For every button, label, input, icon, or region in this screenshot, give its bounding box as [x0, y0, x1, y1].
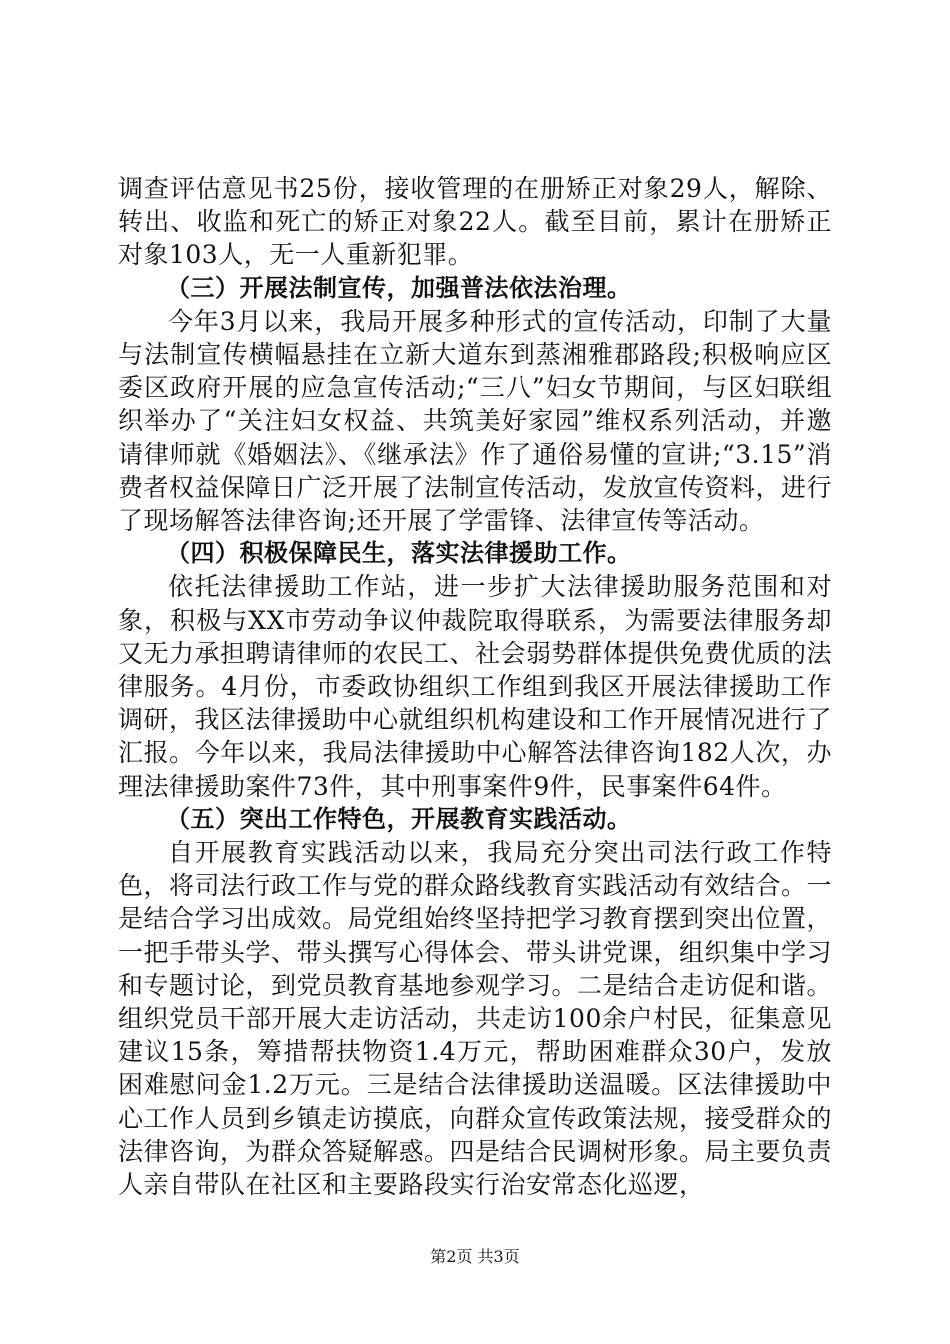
- section-heading-3: （三）开展法制宣传，加强普法依法治理。: [166, 273, 632, 302]
- paragraph-education-practice: 自开展教育实践活动以来，我局充分突出司法行政工作特色，将司法行政工作与党的群众路线教育实践活动有效结合。一是结合学习出成效。局党组始终坚持把学习教育摆到突出位置，一把手带头学、带头撰写心得体会、带头讲党课，组织集中学习和专题讨论，到党员教育基地参观学习。二是结合走访促和谐。组织党员干部开展大走访活动，共走访100余户村民，征集意见建议15条，筹措帮扶物资1.4万元，帮助困难群众30户，发放困难慰问金1.2万元。三是结合法律援助送温暖。区法律援助中心工作人员到乡镇走访摸底，向群众宣传政策法规，接受群众的法律咨询，为群众答疑解惑。四是结合民调树形象。局主要负责人亲自带队在社区和主要路段实行治安常态化巡逻，: [118, 838, 833, 1200]
- document-body: [118, 172, 832, 1201]
- section-heading-5: （五）突出工作特色，开展教育实践活动。: [166, 804, 632, 833]
- paragraph-continued: 调查评估意见书25份，接收管理的在册矫正对象29人，解除、转出、收监和死亡的矫正对象22人。截至目前，累计在册矫正对象103人，无一人重新犯罪。: [118, 174, 832, 270]
- paragraph-legal-publicity: 今年3月以来，我局开展多种形式的宣传活动，印制了大量与法制宣传横幅悬挂在立新大道东到蒸湘雅郡路段;积极响应区委区政府开展的应急宣传活动;“三八”妇女节期间，与区妇联组织举办了“关注妇女权益、共筑美好家园”维权系列活动，并邀请律师就《婚姻法》、《继承法》作了通俗易懂的宣讲;“3.15”消费者权益保障日广泛开展了法制宣传活动，发放宣传资料，进行了现场解答法律咨询;还开展了学雷锋、法律宣传等活动。: [118, 306, 833, 536]
- paragraph-legal-aid: 依托法律援助工作站，进一步扩大法律援助服务范围和对象，积极与XX市劳动争议仲裁院取得联系，为需要法律服务却又无力承担聘请律师的农民工、社会弱势群体提供免费优质的法律服务。4月份，市委政协组织工作组到我区开展法律援助工作调研，我区法律援助中心就组织机构建设和工作开展情况进行了汇报。今年以来，我局法律援助中心解答法律咨询182人次，办理法律援助案件73件，其中刑事案件9件，民事案件64件。: [118, 572, 833, 801]
- section-heading-4: （四）积极保障民生，落实法律援助工作。: [166, 539, 632, 568]
- page-footer: 第2页 共3页: [430, 1247, 520, 1266]
